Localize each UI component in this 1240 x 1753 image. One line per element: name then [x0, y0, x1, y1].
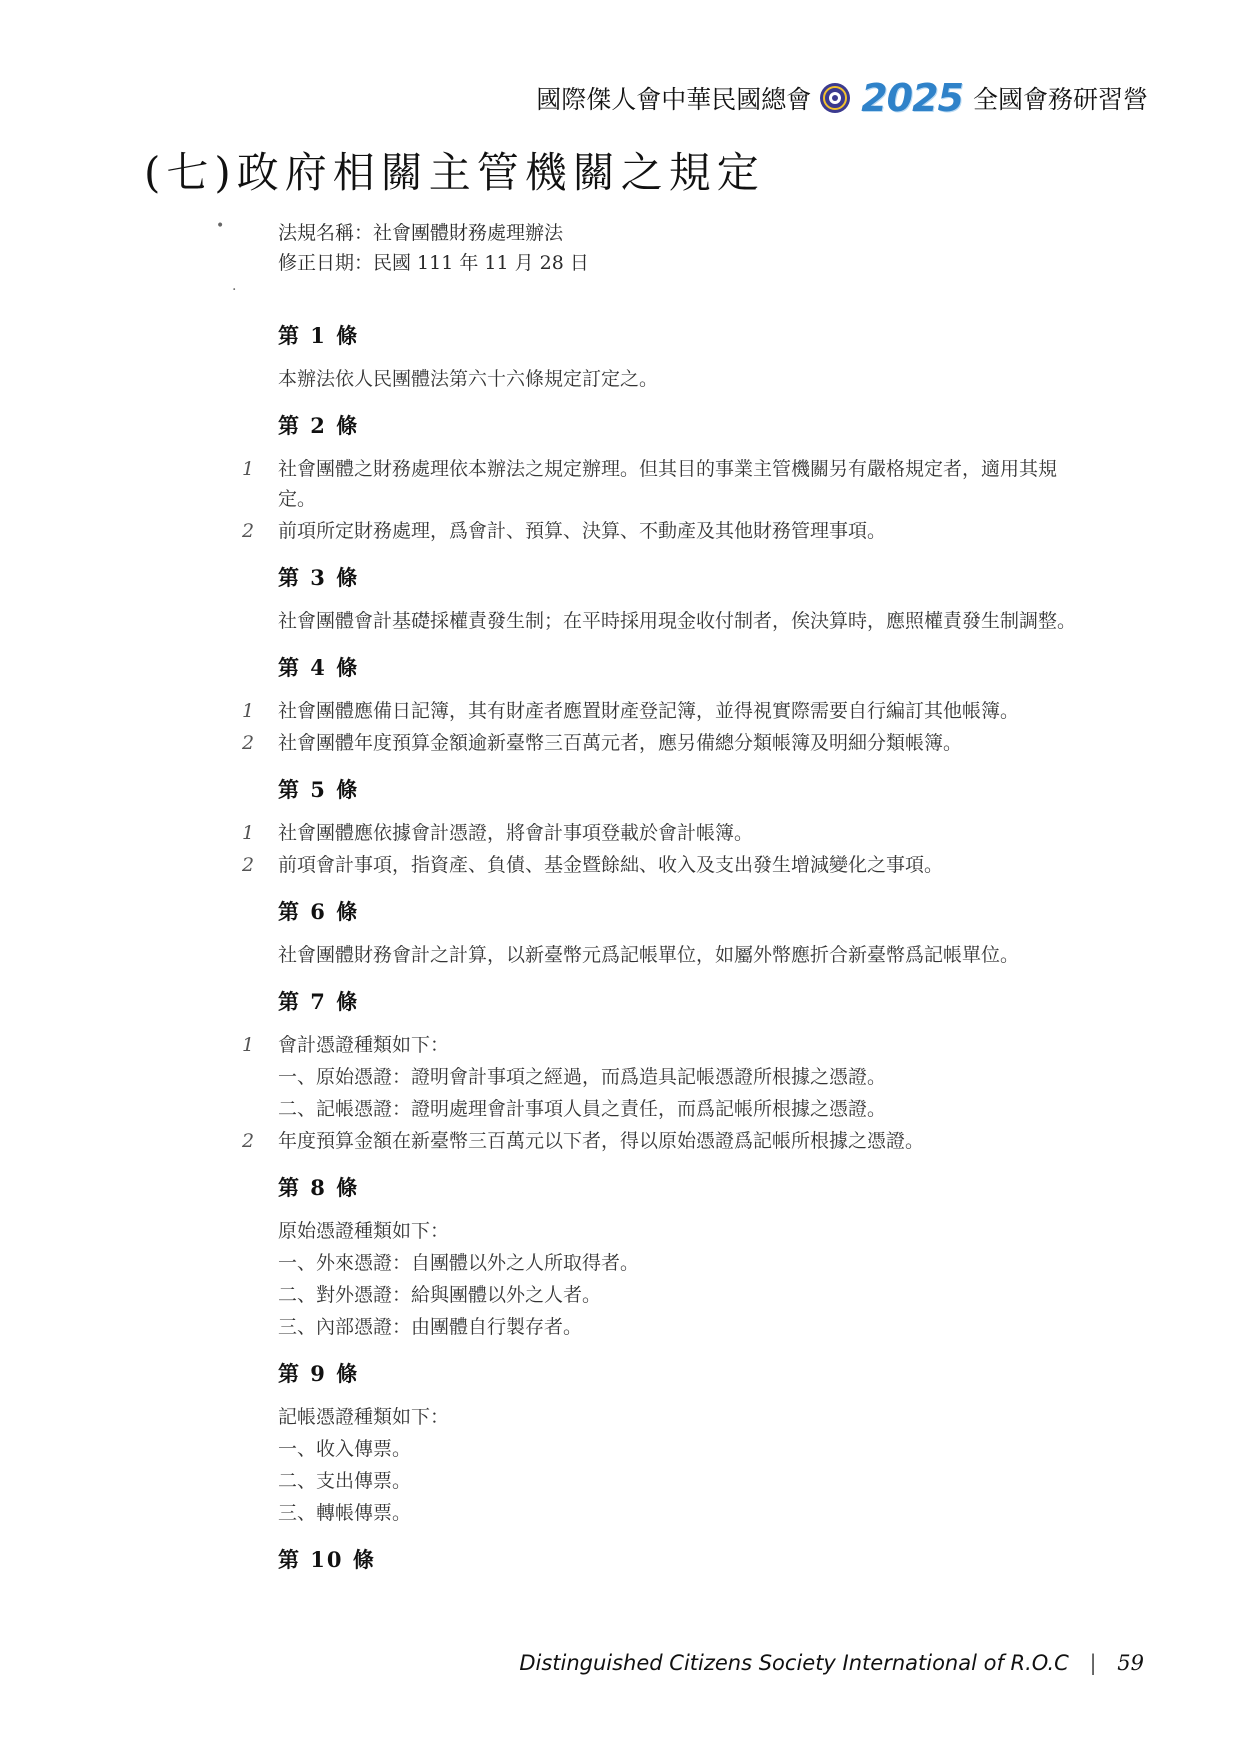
article	[236, 410, 1076, 546]
paragraph-text: 三、內部憑證：由團體自行製存者。	[278, 1316, 583, 1338]
article-title: 第 8 條	[278, 1175, 360, 1200]
article-title: 第 3 條	[278, 565, 360, 590]
paragraph-text: 一、收入傳票。	[278, 1438, 412, 1460]
article-paragraph	[236, 1248, 1076, 1278]
paragraph-number: 2	[241, 520, 255, 542]
article-paragraph	[236, 1498, 1076, 1528]
event-logo-year: 2025	[861, 76, 963, 120]
article-paragraph	[236, 1466, 1076, 1496]
article	[236, 774, 1076, 880]
article	[236, 986, 1076, 1156]
article	[236, 562, 1076, 636]
article-title: 第 5 條	[278, 777, 360, 802]
article-paragraph	[236, 940, 1076, 970]
article-paragraph	[236, 364, 1076, 394]
article-title: 第 4 條	[278, 655, 360, 680]
article-paragraph	[236, 1280, 1076, 1310]
paragraph-text: 三、轉帳傳票。	[278, 1502, 412, 1524]
article-paragraph	[236, 1216, 1076, 1246]
page-header	[536, 76, 1148, 120]
article	[236, 896, 1076, 970]
paragraph-text: 社會團體年度預算金額逾新臺幣三百萬元者，應另備總分類帳簿及明細分類帳簿。	[278, 732, 963, 754]
paragraph-number: 1	[241, 700, 255, 722]
paragraph-text: 原始憑證種類如下：	[278, 1220, 450, 1242]
article-paragraph	[236, 1434, 1076, 1464]
society-emblem-icon	[819, 82, 851, 114]
article-paragraph	[236, 728, 1076, 758]
paragraph-text: 一、原始憑證：證明會計事項之經過，而爲造具記帳憑證所根據之憑證。	[278, 1066, 887, 1088]
article-paragraph	[236, 1094, 1076, 1124]
paragraph-text: 二、對外憑證：給與團體以外之人者。	[278, 1284, 602, 1306]
regulation-name: 法規名稱：社會團體財務處理辦法	[278, 222, 564, 244]
paragraph-text: 會計憑證種類如下：	[278, 1034, 450, 1056]
paragraph-number: 2	[241, 854, 255, 876]
article-title: 第 2 條	[278, 413, 360, 438]
article-title: 第 7 條	[278, 989, 360, 1014]
paragraph-text: 記帳憑證種類如下：	[278, 1406, 450, 1428]
page-number: 59	[1117, 1651, 1144, 1675]
article-paragraph	[236, 1312, 1076, 1342]
article-title: 第 10 條	[278, 1547, 376, 1572]
paragraph-number: 2	[241, 732, 255, 754]
footer-org-english: Distinguished Citizens Society International of R.O.C	[519, 1651, 1069, 1675]
paragraph-number: 1	[241, 458, 255, 480]
paragraph-text: 二、記帳憑證：證明處理會計事項人員之責任，而爲記帳所根據之憑證。	[278, 1098, 887, 1120]
paragraph-text: 社會團體會計基礎採權責發生制；在平時採用現金收付制者，俟決算時，應照權責發生制調整。	[278, 610, 1077, 632]
article-paragraph	[236, 454, 1076, 514]
paragraph-number: 1	[241, 822, 255, 844]
article-paragraph	[236, 516, 1076, 546]
article	[236, 1172, 1076, 1342]
scan-mark: ·	[232, 282, 237, 298]
org-name: 國際傑人會中華民國總會	[536, 85, 812, 114]
paragraph-text: 一、外來憑證：自團體以外之人所取得者。	[278, 1252, 640, 1274]
section-title: (七)政府相關主管機關之規定	[144, 148, 765, 197]
article-paragraph	[236, 850, 1076, 880]
paragraph-number: 2	[241, 1130, 255, 1152]
event-name: 全國會務研習營	[972, 85, 1148, 114]
paragraph-text: 社會團體財務會計之計算，以新臺幣元爲記帳單位，如屬外幣應折合新臺幣爲記帳單位。	[278, 944, 1020, 966]
article-paragraph	[236, 606, 1076, 636]
paragraph-text: 二、支出傳票。	[278, 1470, 412, 1492]
article-title: 第 6 條	[278, 899, 360, 924]
paragraph-text: 前項所定財務處理，爲會計、預算、決算、不動產及其他財務管理事項。	[278, 520, 887, 542]
paragraph-text: 年度預算金額在新臺幣三百萬元以下者，得以原始憑證爲記帳所根據之憑證。	[278, 1130, 925, 1152]
paragraph-text: 社會團體應依據會計憑證，將會計事項登載於會計帳簿。	[278, 822, 754, 844]
article-paragraph	[236, 1030, 1076, 1060]
article-title: 第 1 條	[278, 323, 360, 348]
footer-separator: |	[1089, 1651, 1097, 1675]
article-paragraph	[236, 696, 1076, 726]
article-paragraph	[236, 1062, 1076, 1092]
page-footer	[519, 1651, 1144, 1675]
regulation-articles	[236, 320, 1076, 1590]
article	[236, 652, 1076, 758]
paragraph-text: 社會團體應備日記簿，其有財產者應置財產登記簿，並得視實際需要自行編訂其他帳簿。	[278, 700, 1020, 722]
article-paragraph	[236, 1126, 1076, 1156]
paragraph-text: 前項會計事項，指資產、負債、基金暨餘絀、收入及支出發生增減變化之事項。	[278, 854, 944, 876]
article-title: 第 9 條	[278, 1361, 360, 1386]
paragraph-text: 社會團體之財務處理依本辦法之規定辦理。但其目的事業主管機關另有嚴格規定者，適用其規定。	[278, 458, 1058, 510]
regulation-meta	[278, 218, 589, 278]
amended-date: 修正日期：民國 111 年 11 月 28 日	[278, 252, 589, 274]
article-paragraph	[236, 818, 1076, 848]
paragraph-text: 本辦法依人民團體法第六十六條規定訂定之。	[278, 368, 659, 390]
scan-mark: •	[216, 218, 225, 234]
article	[236, 320, 1076, 394]
paragraph-number: 1	[241, 1034, 255, 1056]
article	[236, 1544, 1076, 1574]
article-paragraph	[236, 1402, 1076, 1432]
article	[236, 1358, 1076, 1528]
